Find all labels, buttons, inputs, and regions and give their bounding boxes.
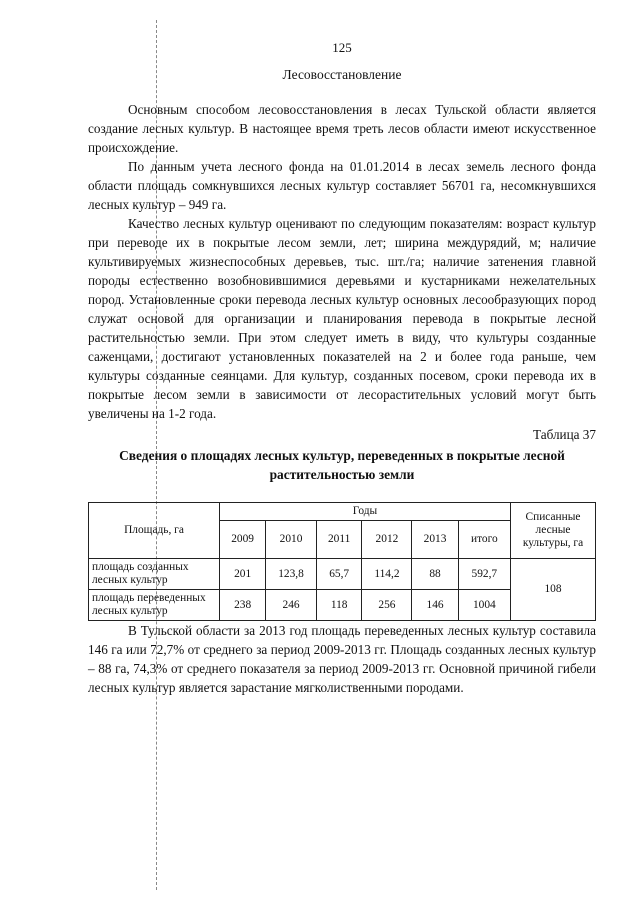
- document-page: [88, 38, 596, 697]
- header-written-off: Списанные лесные культуры, га: [511, 503, 596, 559]
- year-cell: итого: [458, 521, 510, 559]
- value-cell: 238: [220, 590, 266, 621]
- value-cell: 123,8: [266, 559, 317, 590]
- paragraph-2: По данным учета лесного фонда на 01.01.2014 в лесах земель лесного фонда области площадь сомкнувшихся лесных культур составляет 56701 га, несомкнувшихся лесных культур – 949 га.: [88, 159, 596, 212]
- table-header-row: [89, 503, 596, 521]
- row-label: площадь переведенных лесных культур: [89, 590, 220, 621]
- value-cell: 246: [266, 590, 317, 621]
- value-cell: 146: [412, 590, 458, 621]
- value-cell: 118: [316, 590, 362, 621]
- year-cell: 2013: [412, 521, 458, 559]
- year-cell: 2009: [220, 521, 266, 559]
- year-cell: 2010: [266, 521, 317, 559]
- year-cell: 2012: [362, 521, 412, 559]
- value-cell: 65,7: [316, 559, 362, 590]
- paragraph-4: В Тульской области за 2013 год площадь переведенных лесных культур составила 146 га или 72,7% от среднего за период 2009-2013 гг. Площадь созданных лесных культур – 88 га, 74,3% от среднего показателя за период 2009-2013 гг. Основной причиной гибели лесных культур является зарастание мягколиственными породами.: [88, 623, 596, 695]
- paragraph-3: Качество лесных культур оценивают по следующим показателям: возраст культур при переводе их в покрытые лесом земли, лет; ширина междурядий, м; наличие культивируемых жизнеспособных деревьев, тыс. шт./га; наличие затенения главной породы естественно возобновившимися деревьями и кустарниками нежелательных пород. Установленные сроки перевода лесных культур основных лесообразующих пород служат основой для организации и планирования перевода в покрытые лесной растительностью земли. При этом следует иметь в виду, что культуры созданные саженцами, достигают установленных показателей на 2 и более года раньше, чем культуры созданные сеянцами. Для культур, созданных посевом, сроки перевода их в покрытые лесом земли в зависимости от лесорастительных условий могут быть увеличены на 1-2 года.: [88, 216, 596, 421]
- table-title: Сведения о площадях лесных культур, переведенных в покрытые лесной растительностью земли: [119, 448, 565, 482]
- table-label: Таблица 37: [533, 427, 596, 442]
- header-area: Площадь, га: [89, 503, 220, 559]
- value-cell: 88: [412, 559, 458, 590]
- value-cell: 114,2: [362, 559, 412, 590]
- value-cell: 201: [220, 559, 266, 590]
- forest-cultures-table: [88, 502, 596, 621]
- section-heading: Лесовосстановление: [282, 67, 402, 82]
- value-cell: 256: [362, 590, 412, 621]
- value-cell: 1004: [458, 590, 510, 621]
- written-off-value: 108: [511, 559, 596, 621]
- year-cell: 2011: [316, 521, 362, 559]
- table-row: [89, 559, 596, 590]
- paragraph-1: Основным способом лесовосстановления в лесах Тульской области является создание лесных культур. В настоящее время треть лесов области имеют искусственное происхождение.: [88, 102, 596, 155]
- header-years: Годы: [220, 503, 511, 521]
- value-cell: 592,7: [458, 559, 510, 590]
- page-number: 125: [332, 40, 352, 55]
- row-label: площадь созданных лесных культур: [89, 559, 220, 590]
